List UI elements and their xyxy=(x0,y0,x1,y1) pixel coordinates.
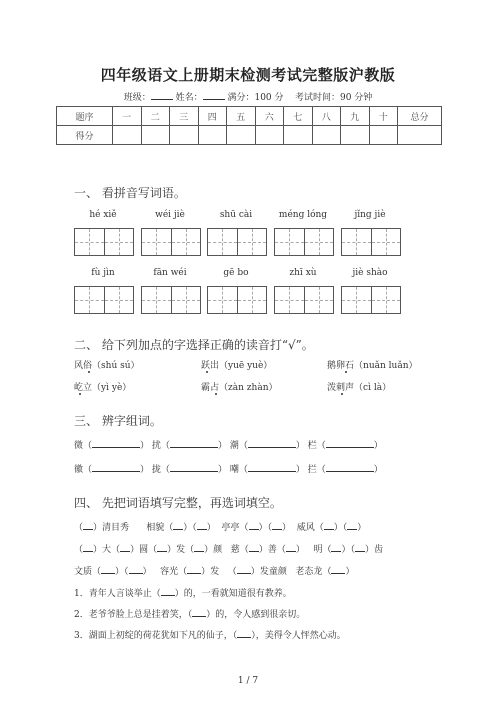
question-text: 2．老爷爷脸上总是挂着笑，（ xyxy=(74,610,193,620)
answer-blank[interactable] xyxy=(161,595,175,596)
answer-blank[interactable] xyxy=(249,551,259,552)
score-table-cell: 八 xyxy=(312,107,341,126)
choice-word: 泼 xyxy=(327,383,337,393)
section-1-heading: 一、 看拼音写词语。 xyxy=(74,186,186,200)
pinyin-label: wéi jiè xyxy=(155,210,185,220)
score-table-cell: 六 xyxy=(255,107,284,126)
score-input-cell[interactable] xyxy=(369,126,398,145)
reading-choice-item[interactable] xyxy=(327,380,391,393)
idiom-text: 文质 xyxy=(74,567,93,577)
pinyin-label: hé xiě xyxy=(89,210,117,220)
dotted-char: 卵石 xyxy=(336,361,355,371)
score-table-cell: 一 xyxy=(113,107,142,126)
answer-blank[interactable] xyxy=(187,573,201,574)
choice-word: 霸 xyxy=(201,383,211,393)
name-blank[interactable] xyxy=(203,99,225,100)
pinyin-label: shū cài xyxy=(219,210,253,220)
dotted-char: 占 xyxy=(210,383,220,393)
idiom-text: 善 xyxy=(267,545,277,555)
idiom-text: 老态龙 xyxy=(295,567,323,577)
dotted-char: 屹 xyxy=(74,383,84,393)
char-label: 拦 xyxy=(307,465,317,475)
choice-word: 立 xyxy=(83,383,93,393)
choice-word: 鹅 xyxy=(327,361,337,371)
idiom-row: 文质（ ）（ ） 容光（ ）发 （ ）发童颜 老态龙（ ） xyxy=(74,567,355,577)
question-text: ），美得令人怦然心动。 xyxy=(251,631,346,641)
exam-info xyxy=(0,90,496,103)
char-label: 徽 xyxy=(74,465,84,475)
page-number: 1 / 7 xyxy=(237,676,259,686)
score-input-cell[interactable] xyxy=(227,126,256,145)
score-table-header-row xyxy=(57,107,442,126)
answer-blank[interactable] xyxy=(173,529,183,530)
choice-options: （zàn zhàn） xyxy=(219,383,278,393)
writing-box[interactable] xyxy=(341,286,401,314)
word-pair-row: 微（ ） 扰（ ） 潮（ ） 栏（ ） xyxy=(74,441,383,451)
answer-blank[interactable] xyxy=(249,529,259,530)
name-label: 姓名： xyxy=(175,93,203,103)
writing-box[interactable] xyxy=(274,228,334,256)
score-input-cell[interactable] xyxy=(398,126,442,145)
question-text: ）的，一看就知道很有教养。 xyxy=(174,589,292,599)
dotted-char: 刺 xyxy=(336,383,346,393)
answer-blank[interactable] xyxy=(83,551,93,552)
writing-box[interactable] xyxy=(207,286,267,314)
class-label: 班级： xyxy=(123,93,151,103)
reading-choice-item[interactable] xyxy=(74,358,140,371)
answer-blank[interactable] xyxy=(347,529,357,530)
score-input-cell[interactable] xyxy=(141,126,170,145)
answer-blank[interactable] xyxy=(101,573,115,574)
fill-question xyxy=(74,607,305,620)
idiom-text: 慈 xyxy=(230,545,240,555)
fill-question xyxy=(74,628,346,641)
reading-choice-item[interactable] xyxy=(201,358,272,371)
score-table-cell: 九 xyxy=(341,107,370,126)
idiom-text: 相貌（ xyxy=(146,523,174,533)
section-2-heading: 二、 给下列加点的字选择正确的读音打“√”。 xyxy=(74,338,314,352)
idiom-text: 发 xyxy=(176,545,186,555)
score-table xyxy=(56,106,442,145)
pinyin-label: jǐng jiè xyxy=(354,210,386,220)
answer-blank[interactable] xyxy=(355,551,365,552)
choice-options: （yuē yuè） xyxy=(219,361,273,371)
answer-blank[interactable] xyxy=(331,551,341,552)
idiom-text: 清目秀 xyxy=(102,523,130,533)
word-pair-row: 徽（ ） 拢（ ） 嘲（ ） 拦（ ） xyxy=(74,465,383,475)
char-label: 栏 xyxy=(307,441,317,451)
answer-blank[interactable] xyxy=(92,447,140,448)
answer-blank[interactable] xyxy=(170,471,218,472)
idiom-text: 容光 xyxy=(160,567,179,577)
choice-options: （shú sú） xyxy=(92,361,140,371)
char-label: 嘲 xyxy=(229,465,239,475)
writing-box[interactable] xyxy=(141,286,201,314)
section-4-heading: 四、 先把词语填写完整，再选词填空。 xyxy=(74,496,282,510)
answer-blank[interactable] xyxy=(194,551,204,552)
reading-choice-item[interactable] xyxy=(74,380,131,393)
writing-box[interactable] xyxy=(207,228,267,256)
score-input-cell[interactable] xyxy=(312,126,341,145)
score-table-cell: 十 xyxy=(369,107,398,126)
answer-blank[interactable] xyxy=(92,471,140,472)
score-input-cell[interactable] xyxy=(113,126,142,145)
score-input-cell[interactable] xyxy=(198,126,227,145)
idiom-text: 明 xyxy=(313,545,323,555)
class-blank[interactable] xyxy=(151,99,173,100)
answer-blank[interactable] xyxy=(248,447,296,448)
score-table-cell: 五 xyxy=(227,107,256,126)
score-table-cell: 总分 xyxy=(398,107,442,126)
reading-choice-item[interactable] xyxy=(201,380,278,393)
writing-box[interactable] xyxy=(74,228,134,256)
answer-blank[interactable] xyxy=(326,447,374,448)
score-table-cell: 题序 xyxy=(57,107,113,126)
dotted-char: 俗 xyxy=(83,361,93,371)
writing-box[interactable] xyxy=(274,286,334,314)
idiom-text: 亭亭（ xyxy=(221,523,249,533)
score-table-cell: 四 xyxy=(198,107,227,126)
answer-blank[interactable] xyxy=(324,529,334,530)
answer-blank[interactable] xyxy=(326,471,374,472)
fill-question xyxy=(74,586,292,599)
score-table-score-row xyxy=(57,126,442,145)
choice-options: （cì là） xyxy=(354,383,392,393)
score-table-cell: 三 xyxy=(170,107,199,126)
question-text: 1．青年人言谈举止（ xyxy=(74,589,161,599)
score-input-cell[interactable] xyxy=(284,126,313,145)
pinyin-label: gē bo xyxy=(223,268,249,278)
idiom-text: 颜 xyxy=(213,545,223,555)
idiom-text: 齿 xyxy=(374,545,384,555)
answer-blank[interactable] xyxy=(192,616,206,617)
answer-blank[interactable] xyxy=(170,447,218,448)
score-row-label: 得分 xyxy=(57,126,113,145)
score-table-cell: 二 xyxy=(141,107,170,126)
idiom-text: 发 xyxy=(210,567,220,577)
char-label: 拢 xyxy=(151,465,161,475)
answer-blank[interactable] xyxy=(286,551,296,552)
score-table-cell: 七 xyxy=(284,107,313,126)
idiom-text: 威风（ xyxy=(296,523,324,533)
answer-blank[interactable] xyxy=(237,573,251,574)
question-text: 3．湖面上初绽的荷花犹如下凡的仙子，（ xyxy=(74,631,238,641)
page-title: 四年级语文上册期末检测考试完整版沪教版 xyxy=(100,66,396,84)
pinyin-label: zhī xù xyxy=(289,268,317,278)
answer-blank[interactable] xyxy=(120,551,130,552)
answer-blank[interactable] xyxy=(197,529,207,530)
exam-time: 考试时间：90 分钟 xyxy=(294,93,373,103)
choice-word: 风 xyxy=(74,361,84,371)
writing-box[interactable] xyxy=(141,228,201,256)
pinyin-label: fān wéi xyxy=(153,268,187,278)
char-label: 扰 xyxy=(151,441,161,451)
section-3-heading: 三、 辨字组词。 xyxy=(74,414,162,428)
pinyin-label: jiè shào xyxy=(352,268,388,278)
dotted-char: 跃 xyxy=(201,361,211,371)
answer-blank[interactable] xyxy=(248,471,296,472)
answer-blank[interactable] xyxy=(331,573,345,574)
score-input-cell[interactable] xyxy=(170,126,199,145)
full-score: 满分：100 分 xyxy=(227,93,284,103)
answer-blank[interactable] xyxy=(272,529,282,530)
pinyin-label: fù jìn xyxy=(91,268,115,278)
choice-options: （nuǎn luǎn） xyxy=(354,361,418,371)
char-label: 微 xyxy=(74,441,84,451)
pinyin-label: méng lóng xyxy=(278,210,328,220)
idiom-row: （ ）清目秀 相貌（ ）（ ） 亭亭（ ）（ ） 威风（ ）（ ） xyxy=(74,523,367,533)
answer-blank[interactable] xyxy=(237,637,251,638)
choice-options: （yì yè） xyxy=(92,383,132,393)
choice-word: 声 xyxy=(345,383,355,393)
score-input-cell[interactable] xyxy=(341,126,370,145)
writing-box[interactable] xyxy=(74,286,134,314)
choice-word: 出 xyxy=(210,361,220,371)
answer-blank[interactable] xyxy=(83,529,93,530)
char-label: 潮 xyxy=(229,441,239,451)
answer-blank[interactable] xyxy=(129,573,143,574)
question-text: ）的，令人感到很亲切。 xyxy=(206,610,306,620)
idiom-text: 发童颜 xyxy=(259,567,287,577)
reading-choice-item[interactable] xyxy=(327,358,417,371)
score-input-cell[interactable] xyxy=(255,126,284,145)
writing-box[interactable] xyxy=(341,228,401,256)
idiom-row: （ ）大（ ）圆（ ）发（ ）颜 慈（ ）善（ ） 明（ ）（ ）齿 xyxy=(74,545,384,555)
idiom-text: 圆 xyxy=(139,545,149,555)
idiom-text: 大 xyxy=(102,545,112,555)
answer-blank[interactable] xyxy=(157,551,167,552)
